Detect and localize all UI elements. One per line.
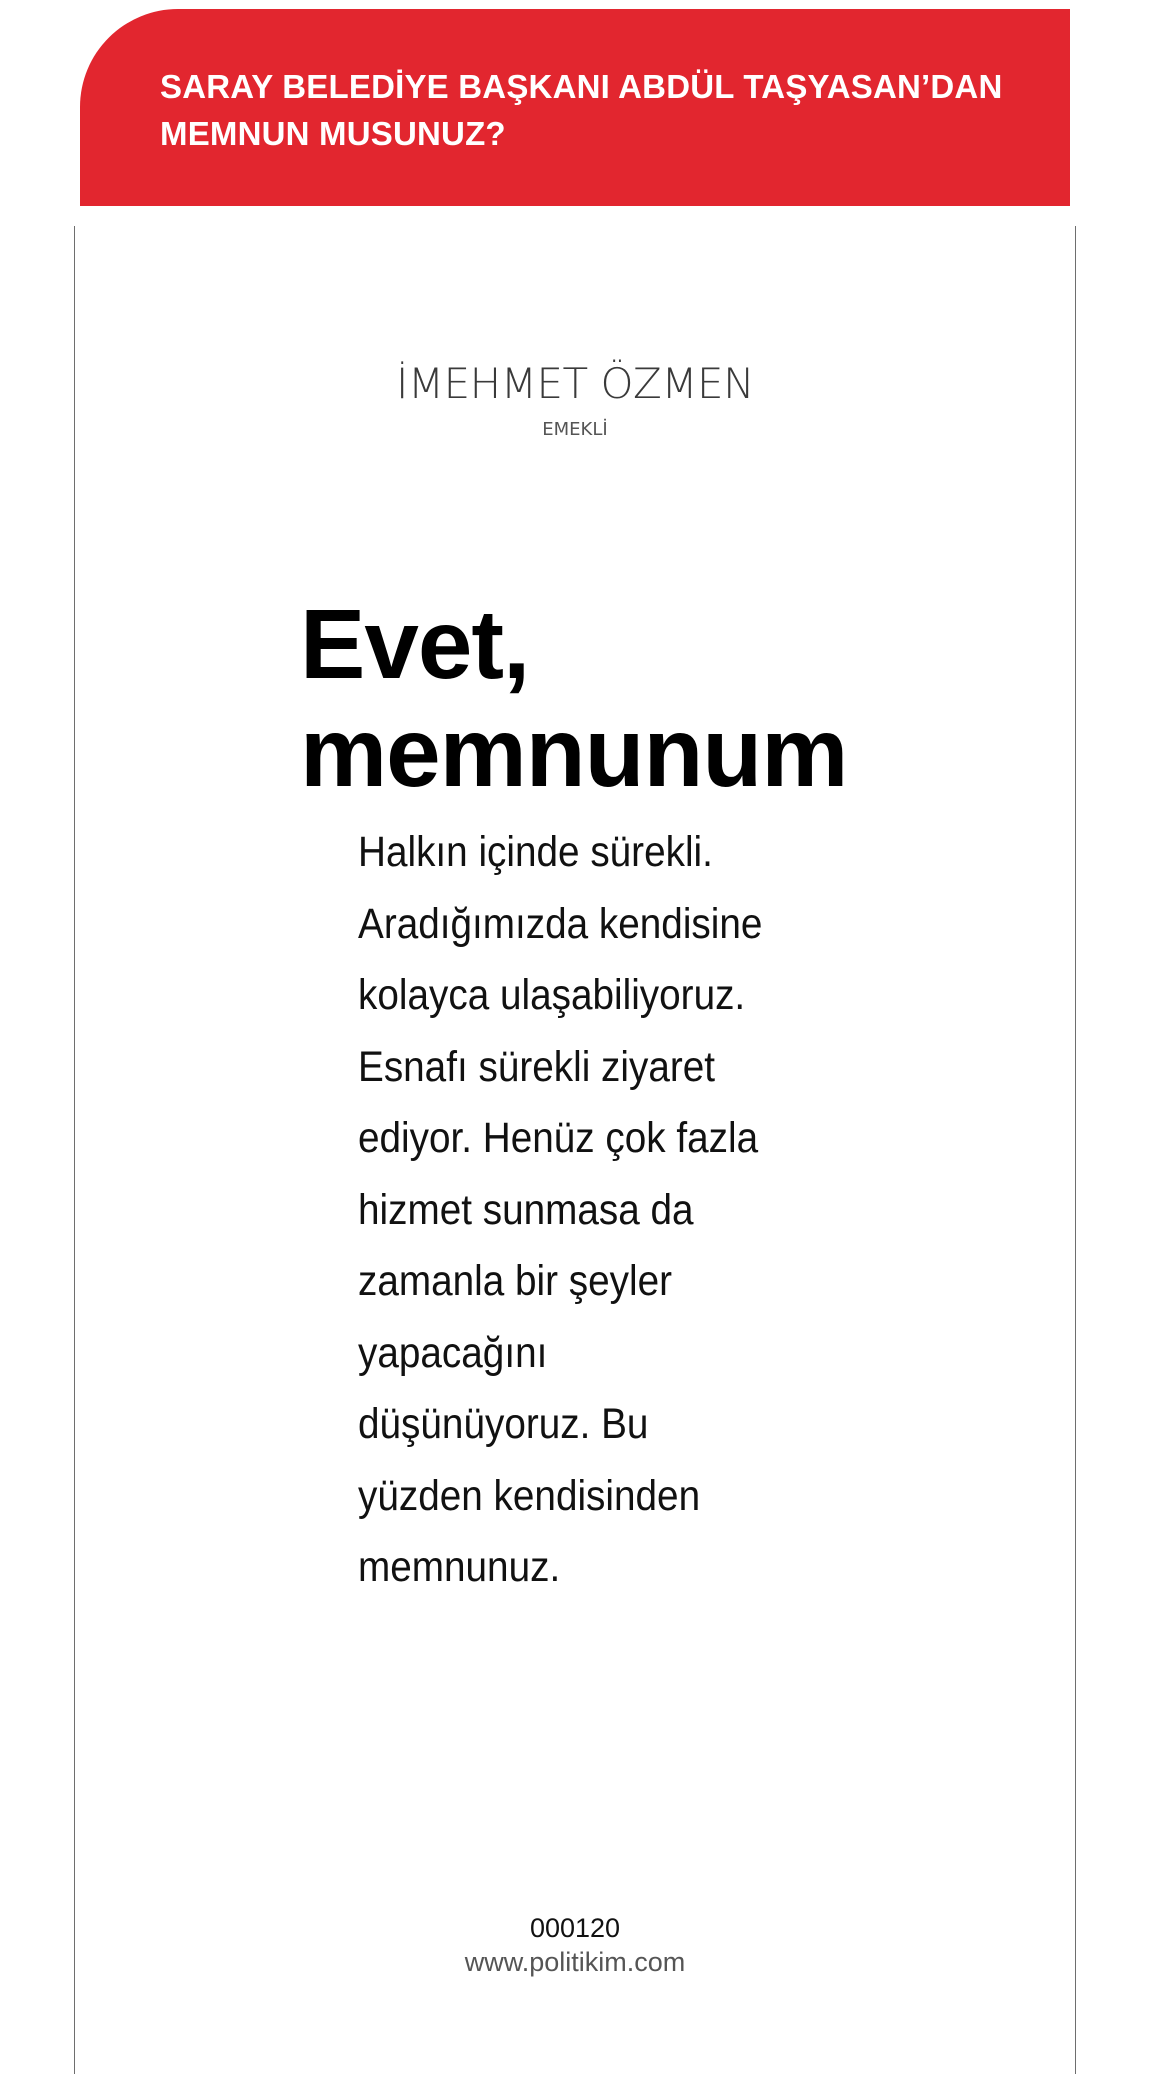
header-banner bbox=[80, 9, 1070, 206]
answer-body-line: kolayca ulaşabiliyoruz. bbox=[358, 971, 746, 1019]
answer-body-line: ediyor. Henüz çok fazla bbox=[358, 1114, 759, 1162]
answer-body-line: memnunuz. bbox=[358, 1543, 561, 1591]
frame-right-border bbox=[1075, 226, 1076, 2074]
person-name: İMEHMET ÖZMEN bbox=[395, 359, 755, 408]
answer-body-line: yüzden kendisinden bbox=[358, 1471, 701, 1520]
frame-left-border bbox=[74, 226, 75, 2074]
footer-code: 000120 bbox=[529, 1913, 621, 1943]
answer-body-line: Esnafı sürekli ziyaret bbox=[358, 1042, 716, 1091]
answer-body-line: yapacağını bbox=[358, 1328, 548, 1377]
footer-url: www.politikim.com bbox=[464, 1947, 686, 1977]
answer-body-line: hizmet sunmasa da bbox=[358, 1185, 694, 1234]
answer-body bbox=[358, 817, 878, 1604]
banner-title-line-1: SARAY BELEDİYE BAŞKANI ABDÜL TAŞYASAN’DAN bbox=[160, 68, 1003, 105]
banner-title-line-2: MEMNUN MUSUNUZ? bbox=[160, 115, 506, 152]
answer-body-line: Halkın içinde sürekli. bbox=[358, 828, 713, 876]
answer-body-line: Aradığımızda kendisine bbox=[358, 899, 763, 948]
person-role: EMEKLİ bbox=[542, 419, 608, 440]
answer-headline-line: memnunum bbox=[300, 697, 848, 807]
answer-headline bbox=[300, 590, 1000, 806]
answer-body-line: düşünüyoruz. Bu bbox=[358, 1400, 649, 1448]
answer-body-line: zamanla bir şeyler bbox=[358, 1257, 673, 1305]
answer-headline-line: Evet, bbox=[300, 589, 530, 699]
